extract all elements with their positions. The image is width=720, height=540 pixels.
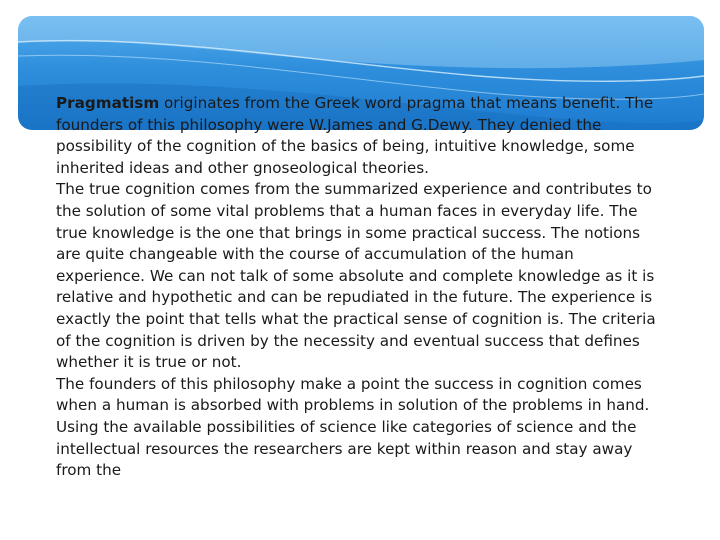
paragraph-3: The founders of this philosophy make a point the success in cognition comes when a human is absorbed with problems in solution of the problems in hand. Using the available possibilities of science like categories of science and the intellectual resources the researchers are kept within reason and stay away from the: [56, 374, 650, 480]
paragraph-1-text: originates from the Greek word pragma that means benefit. The founders of this philosophy were W.James and G.Dewy. They denied the possibility of the cognition of the basics of being, intuitive knowledge, some inherited ideas and other gnoseological theories.: [56, 94, 654, 177]
term-pragmatism: Pragmatism: [56, 94, 160, 112]
paragraph-1: [56, 93, 660, 179]
body-text: [56, 93, 660, 482]
paragraph-2: The true cognition comes from the summarized experience and contributes to the solution of some vital problems that a human faces in everyday life. The true knowledge is the one that brings in some practical success. The notions are quite changeable with the course of accumulation of the human experience. We can not talk of some absolute and complete knowledge as it is relative and hypothetic and can be repudiated in the future. The experience is exactly the point that tells what the practical sense of cognition is. The criteria of the cognition is driven by the necessity and eventual success that defines whether it is true or not.: [56, 180, 656, 372]
